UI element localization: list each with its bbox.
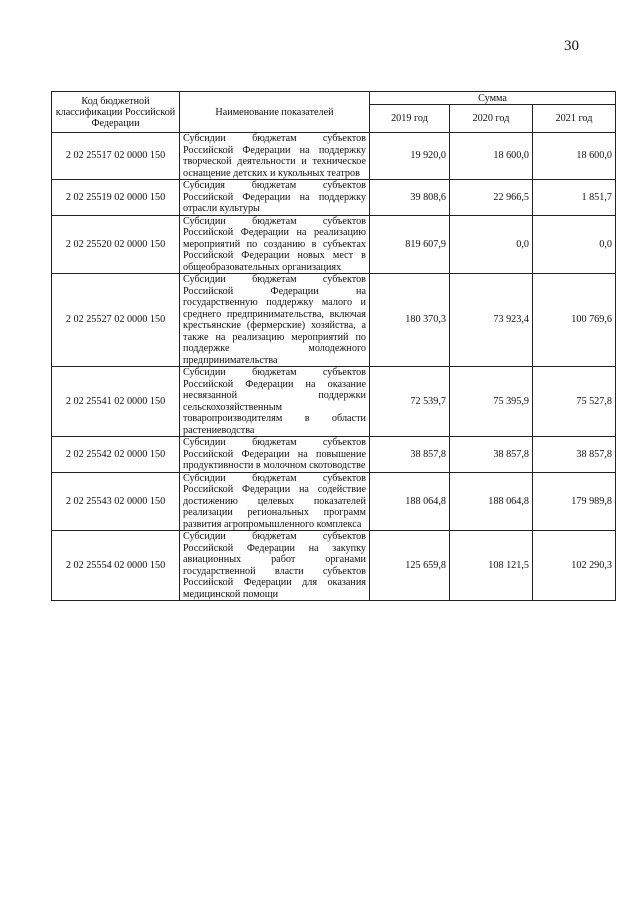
page-number: 30: [564, 38, 579, 54]
row-code: 2 02 25543 02 0000 150: [52, 472, 180, 531]
row-name: Субсидии бюджетам субъектов Российской Федерации на поддержку творческой деятельности и техническое оснащение детских и кукольных театров: [180, 133, 370, 180]
row-value-2019: 38 857,8: [370, 437, 450, 473]
table-row: [52, 274, 616, 367]
table-body: [52, 133, 616, 601]
header-year-2020: 2020 год: [450, 105, 533, 133]
row-value-2021: 18 600,0: [533, 133, 616, 180]
table-row: [52, 531, 616, 601]
row-code: 2 02 25527 02 0000 150: [52, 274, 180, 367]
row-value-2021: 38 857,8: [533, 437, 616, 473]
row-code: 2 02 25541 02 0000 150: [52, 367, 180, 437]
header-year-2019: 2019 год: [370, 105, 450, 133]
table-row: [52, 133, 616, 180]
row-name: Субсидии бюджетам субъектов Российской Федерации на оказание несвязанной поддержки сельскохозяйственным товаропроизводителям в области растениеводства: [180, 367, 370, 437]
table-row: [52, 472, 616, 531]
row-name: Субсидии бюджетам субъектов Российской Федерации на государственную поддержку малого и среднего предпринимательства, включая крестьянские (фермерские) хозяйства, а также на реализацию мероприятий по поддержке молодежного предпринимательства: [180, 274, 370, 367]
row-value-2019: 39 808,6: [370, 180, 450, 216]
header-code: Код бюджетной классификации Российской Федерации: [52, 92, 180, 133]
table-row: [52, 180, 616, 216]
row-name: Субсидии бюджетам субъектов Российской Федерации на реализацию мероприятий по созданию в субъектах Российской Федерации новых мест в общеобразовательных организациях: [180, 215, 370, 274]
row-value-2020: 22 966,5: [450, 180, 533, 216]
table-header: [52, 92, 616, 133]
row-value-2020: 75 395,9: [450, 367, 533, 437]
row-value-2021: 0,0: [533, 215, 616, 274]
row-value-2020: 73 923,4: [450, 274, 533, 367]
row-value-2021: 102 290,3: [533, 531, 616, 601]
row-value-2020: 108 121,5: [450, 531, 533, 601]
row-name: Субсидии бюджетам субъектов Российской Федерации на повышение продуктивности в молочном скотоводстве: [180, 437, 370, 473]
row-value-2019: 72 539,7: [370, 367, 450, 437]
row-value-2020: 38 857,8: [450, 437, 533, 473]
row-code: 2 02 25520 02 0000 150: [52, 215, 180, 274]
row-name: Субсидия бюджетам субъектов Российской Федерации на поддержку отрасли культуры: [180, 180, 370, 216]
row-value-2019: 819 607,9: [370, 215, 450, 274]
row-name: Субсидии бюджетам субъектов Российской Федерации на содействие достижению целевых показателей реализации региональных программ развития агропромышленного комплекса: [180, 472, 370, 531]
row-code: 2 02 25517 02 0000 150: [52, 133, 180, 180]
header-sum: Сумма: [370, 92, 616, 105]
row-value-2021: 179 989,8: [533, 472, 616, 531]
row-value-2020: 188 064,8: [450, 472, 533, 531]
row-value-2019: 19 920,0: [370, 133, 450, 180]
row-name: Субсидии бюджетам субъектов Российской Федерации на закупку авиационных работ органами государственной власти субъектов Российской Федерации для оказания медицинской помощи: [180, 531, 370, 601]
row-value-2020: 18 600,0: [450, 133, 533, 180]
row-code: 2 02 25554 02 0000 150: [52, 531, 180, 601]
row-code: 2 02 25542 02 0000 150: [52, 437, 180, 473]
table-row: [52, 437, 616, 473]
row-value-2021: 75 527,8: [533, 367, 616, 437]
table-row: [52, 367, 616, 437]
row-value-2020: 0,0: [450, 215, 533, 274]
table-row: [52, 215, 616, 274]
header-row: [52, 92, 616, 105]
row-value-2021: 100 769,6: [533, 274, 616, 367]
row-value-2021: 1 851,7: [533, 180, 616, 216]
row-code: 2 02 25519 02 0000 150: [52, 180, 180, 216]
header-year-2021: 2021 год: [533, 105, 616, 133]
budget-table: [51, 91, 616, 601]
header-name: Наименование показателей: [180, 92, 370, 133]
row-value-2019: 188 064,8: [370, 472, 450, 531]
row-value-2019: 180 370,3: [370, 274, 450, 367]
row-value-2019: 125 659,8: [370, 531, 450, 601]
